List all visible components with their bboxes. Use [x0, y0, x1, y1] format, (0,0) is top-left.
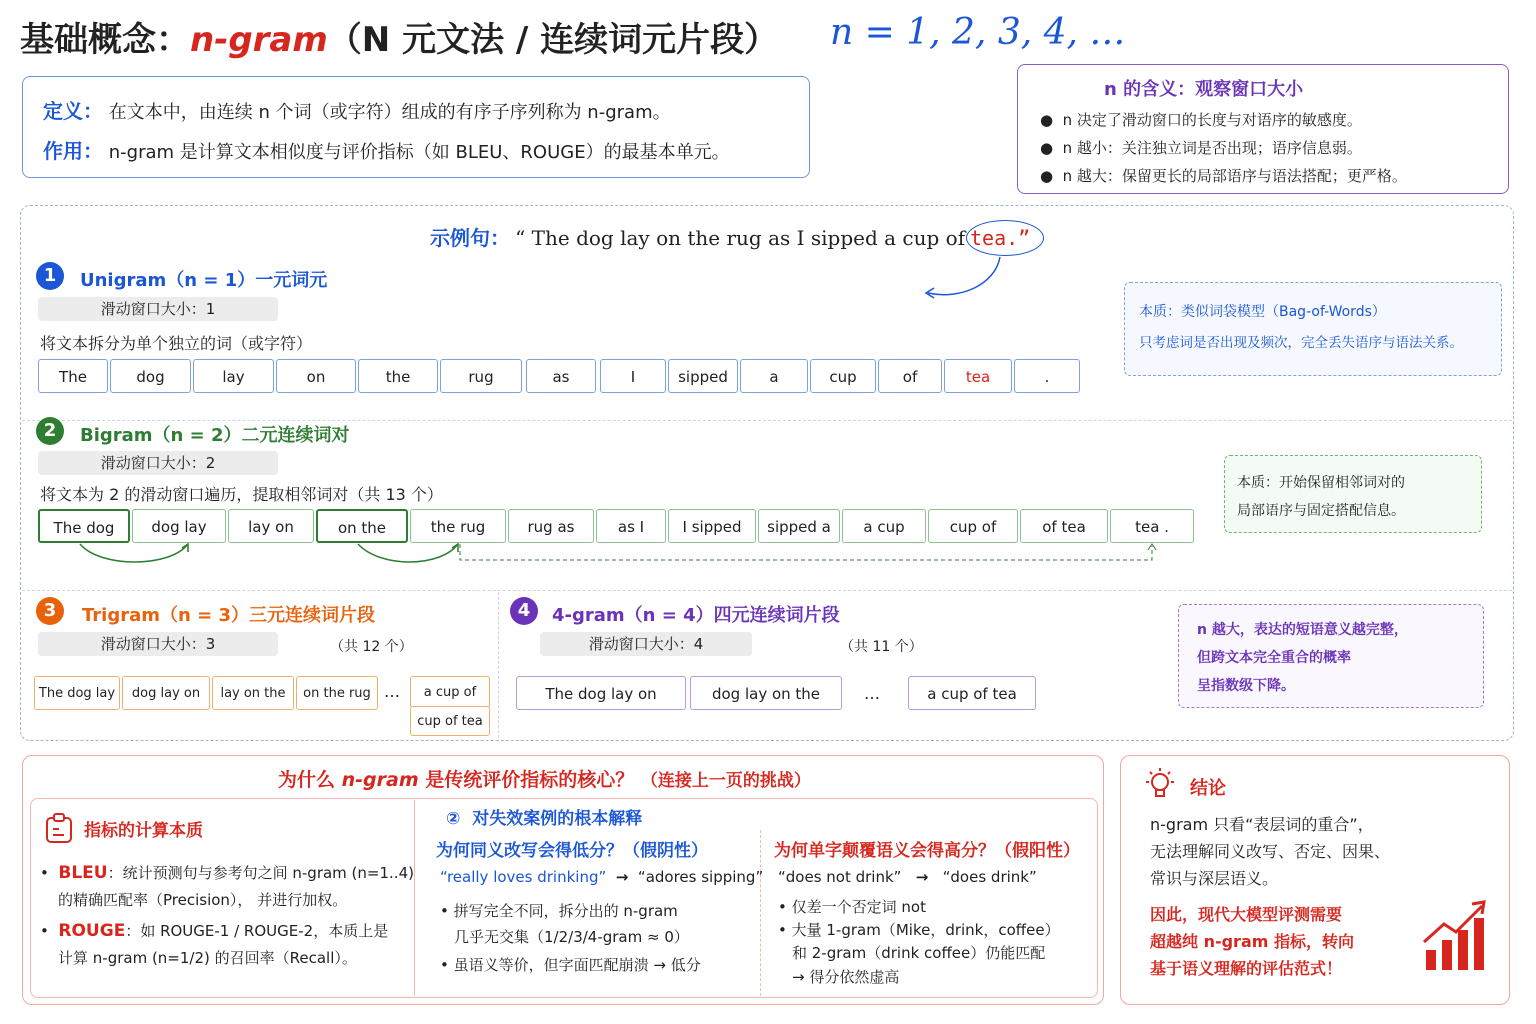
usage-text: n-gram 是计算文本相似度与评价指标（如 BLEU、ROUGE）的最基本单元。 [108, 142, 730, 163]
fn-bullet1: • 拼写完全不同，拆分出的 n-gram [440, 902, 678, 920]
unigram-token: on [276, 359, 356, 393]
n-meaning-item: ● n 越小：关注独立词是否出现；语序信息弱。 [1040, 139, 1362, 157]
fourgram-note-line3: 呈指数级下降。 [1197, 678, 1295, 694]
false-negative-heading: 为何同义改写会得低分？（假阴性） [436, 841, 708, 861]
page-title [20, 12, 778, 61]
why-divider [414, 800, 415, 996]
section-divider-vertical [498, 592, 499, 738]
bigram-token: The dog [38, 509, 130, 543]
growth-chart-icon [1420, 898, 1492, 974]
lightbulb-icon [1142, 766, 1178, 802]
trigram-token: on the rug [296, 676, 378, 710]
why-title-d: （连接上一页的挑战） [640, 771, 811, 791]
bigram-token: on the [316, 509, 408, 543]
example-sentence: “ The dog lay on the rug as I sipped a cup of [515, 226, 966, 250]
n-meaning-title: n 的含义：观察窗口大小 [1104, 79, 1304, 100]
definition-box [22, 76, 810, 178]
trigram-token: cup of tea [410, 706, 490, 736]
bigram-token: sipped a [758, 509, 840, 543]
bigram-number-badge: 2 [36, 417, 64, 445]
n-meaning-item-text: n 越小：关注独立词是否出现；语序信息弱。 [1062, 139, 1362, 157]
calc-title: 指标的计算本质 [84, 821, 203, 841]
n-meaning-box [1017, 64, 1509, 194]
why-title-ngram: n-gram [341, 769, 419, 791]
why-title [278, 765, 811, 792]
conclusion-line: 常识与深层语义。 [1150, 869, 1279, 888]
arrow-right-icon: → [915, 868, 929, 886]
unigram-note [1124, 282, 1502, 376]
unigram-token: sipped [668, 359, 738, 393]
bigram-token: of tea [1020, 509, 1108, 543]
fail-title [446, 804, 642, 829]
unigram-description: 将文本拆分为单个独立的词（或字符） [40, 334, 313, 353]
rouge-line1: • ROUGE：如 ROUGE-1 / ROUGE-2，本质上是 [40, 921, 389, 941]
fourgram-window-size: 滑动窗口大小：4 [540, 632, 752, 656]
fp-bullet2b: 和 2-gram（drink coffee）仍能匹配 [792, 944, 1046, 962]
n-meaning-item: ● n 决定了滑动窗口的长度与对语序的敏感度。 [1040, 111, 1362, 129]
fourgram-number-badge: 4 [510, 597, 538, 625]
fourgram-title: 4-gram（n = 4）四元连续词片段 [552, 605, 840, 626]
trigram-token: The dog lay [34, 676, 120, 710]
unigram-token: a [740, 359, 808, 393]
definition-text: 在文本中，由连续 n 个词（或字符）组成的有序子序列称为 n-gram。 [108, 102, 671, 123]
fn-example-b: “adores sipping” [637, 868, 764, 886]
example-label: 示例句： [430, 226, 510, 250]
trigram-token: lay on the [212, 676, 294, 710]
conclusion-line: n-gram 只看“表层词的重合”， [1150, 815, 1374, 834]
title-suffix: （N 元文法 / 连续词元片段） [327, 20, 779, 60]
title-formula: n = 1, 2, 3, 4, … [830, 12, 1126, 53]
bleu-text1: ：统计预测句与参考句之间 n-gram (n=1..4) [107, 864, 414, 882]
bleu-label: BLEU [58, 863, 108, 883]
bleu-line2: 的精确匹配率（Precision）， 并进行加权。 [58, 891, 348, 909]
rouge-label: ROUGE [58, 921, 126, 941]
fp-example-a: “does not drink” [778, 868, 902, 886]
fourgram-note [1178, 604, 1484, 708]
fourgram-token: a cup of tea [908, 676, 1036, 710]
unigram-note-line1: 本质：类似词袋模型（Bag-of-Words） [1139, 304, 1386, 320]
unigram-token: lay [193, 359, 274, 393]
false-positive-heading: 为何单字颠覆语义会得高分？（假阳性） [774, 841, 1080, 861]
bigram-token: a cup [842, 509, 926, 543]
unigram-token: The [38, 359, 108, 393]
bigram-token: rug as [508, 509, 594, 543]
bigram-token: as I [596, 509, 666, 543]
conclusion-emphasis: 超越纯 n-gram 指标，转向 [1150, 932, 1354, 951]
fail-title-text: 对失效案例的根本解释 [472, 809, 643, 829]
bigram-note [1224, 455, 1482, 533]
conclusion-line: 无法理解同义改写、否定、因果、 [1150, 842, 1391, 861]
bigram-token: I sipped [668, 509, 756, 543]
bleu-line1: • BLEU：统计预测句与参考句之间 n-gram (n=1..4) [40, 863, 414, 883]
fourgram-note-line2: 但跨文本完全重合的概率 [1197, 650, 1351, 666]
unigram-window-size: 滑动窗口大小：1 [38, 297, 278, 321]
trigram-token: dog lay on [122, 676, 210, 710]
unigram-token: I [600, 359, 666, 393]
definition-label: 定义： [43, 99, 103, 123]
unigram-number-badge: 1 [36, 262, 64, 290]
unigram-token: as [526, 359, 596, 393]
fourgram-token: dog lay on the [690, 676, 842, 710]
trigram-title: Trigram（n = 3）三元连续词片段 [82, 605, 375, 626]
unigram-token: cup [810, 359, 876, 393]
title-prefix: 基础概念： [20, 20, 190, 60]
example-sentence-row [430, 222, 965, 251]
false-negative-example [440, 868, 763, 886]
fn-bullet1b: 几乎无交集（1/2/3/4-gram ≈ 0） [454, 928, 689, 946]
unigram-token: the [358, 359, 438, 393]
false-positive-example [778, 868, 1037, 886]
n-meaning-item-text: n 决定了滑动窗口的长度与对语序的敏感度。 [1062, 111, 1362, 129]
conclusion-title: 结论 [1190, 778, 1226, 799]
unigram-token: tea [944, 359, 1012, 393]
unigram-token: dog [110, 359, 191, 393]
bigram-token: cup of [928, 509, 1018, 543]
bigram-note-line1: 本质：开始保留相邻词对的 [1237, 475, 1405, 491]
trigram-token: a cup of [410, 676, 490, 708]
usage-line [43, 135, 730, 164]
fp-bullet2: • 大量 1-gram（Mike，drink，coffee） [778, 921, 1060, 939]
fail-num: ② [446, 809, 461, 829]
usage-label: 作用： [43, 139, 103, 163]
bigram-note-line2: 局部语序与固定搭配信息。 [1237, 503, 1405, 519]
unigram-token: rug [440, 359, 522, 393]
trigram-ellipsis: … [384, 682, 400, 701]
trigram-window-size: 滑动窗口大小：3 [38, 632, 278, 656]
fourgram-count: （共 11 个） [840, 639, 923, 655]
rouge-line2: 计算 n-gram (n=1/2) 的召回率（Recall）。 [58, 949, 357, 967]
fourgram-token: The dog lay on [516, 676, 686, 710]
conclusion-emphasis: 因此，现代大模型评测需要 [1150, 905, 1343, 924]
trigram-count: （共 12 个） [330, 639, 413, 655]
fp-bullet1: • 仅差一个否定词 not [778, 898, 926, 916]
unigram-title: Unigram（n = 1）一元词元 [80, 270, 328, 291]
fn-example-a: “really loves drinking” [440, 868, 607, 886]
bigram-slide-arrows [40, 540, 1170, 570]
why-title-a: 为什么 [278, 769, 336, 791]
bigram-description: 将文本为 2 的滑动窗口遍历，提取相邻词对（共 13 个） [40, 485, 443, 504]
bigram-token: the rug [410, 509, 506, 543]
bigram-token: dog lay [132, 509, 226, 543]
fn-bullet2: • 虽语义等价，但字面匹配崩溃 → 低分 [440, 956, 701, 974]
fp-bullet2c: → 得分依然虚高 [792, 968, 900, 986]
n-meaning-item: ● n 越大：保留更长的局部语序与语法搭配；更严格。 [1040, 167, 1407, 185]
why-divider-dashed [760, 830, 761, 996]
trigram-number-badge: 3 [36, 597, 64, 625]
bigram-title: Bigram（n = 2）二元连续词对 [80, 425, 350, 446]
section-divider [22, 590, 1512, 591]
unigram-token: of [878, 359, 942, 393]
title-ngram: n-gram [190, 20, 328, 60]
fourgram-ellipsis: … [864, 684, 880, 703]
fourgram-note-line1: n 越大，表达的短语意义越完整， [1197, 622, 1408, 638]
n-meaning-item-text: n 越大：保留更长的局部语序与语法搭配；更严格。 [1062, 167, 1407, 185]
why-title-c: 是传统评价指标的核心？ [425, 769, 635, 791]
bigram-window-size: 滑动窗口大小：2 [38, 451, 278, 475]
unigram-note-line2: 只考虑词是否出现及频次，完全丢失语序与语法关系。 [1139, 335, 1463, 351]
conclusion-emphasis: 基于语义理解的评估范式！ [1150, 959, 1343, 978]
bigram-token: lay on [228, 509, 314, 543]
example-sentence-end: tea.” [970, 226, 1031, 250]
definition-line [43, 95, 671, 124]
unigram-token: . [1014, 359, 1080, 393]
rouge-text1: ：如 ROUGE-1 / ROUGE-2，本质上是 [125, 922, 389, 940]
bigram-token: tea . [1110, 509, 1194, 543]
clipboard-icon [44, 812, 74, 844]
curved-arrow-icon [920, 255, 1010, 305]
fp-example-b: “does drink” [942, 868, 1037, 886]
arrow-right-icon: → [615, 868, 629, 886]
